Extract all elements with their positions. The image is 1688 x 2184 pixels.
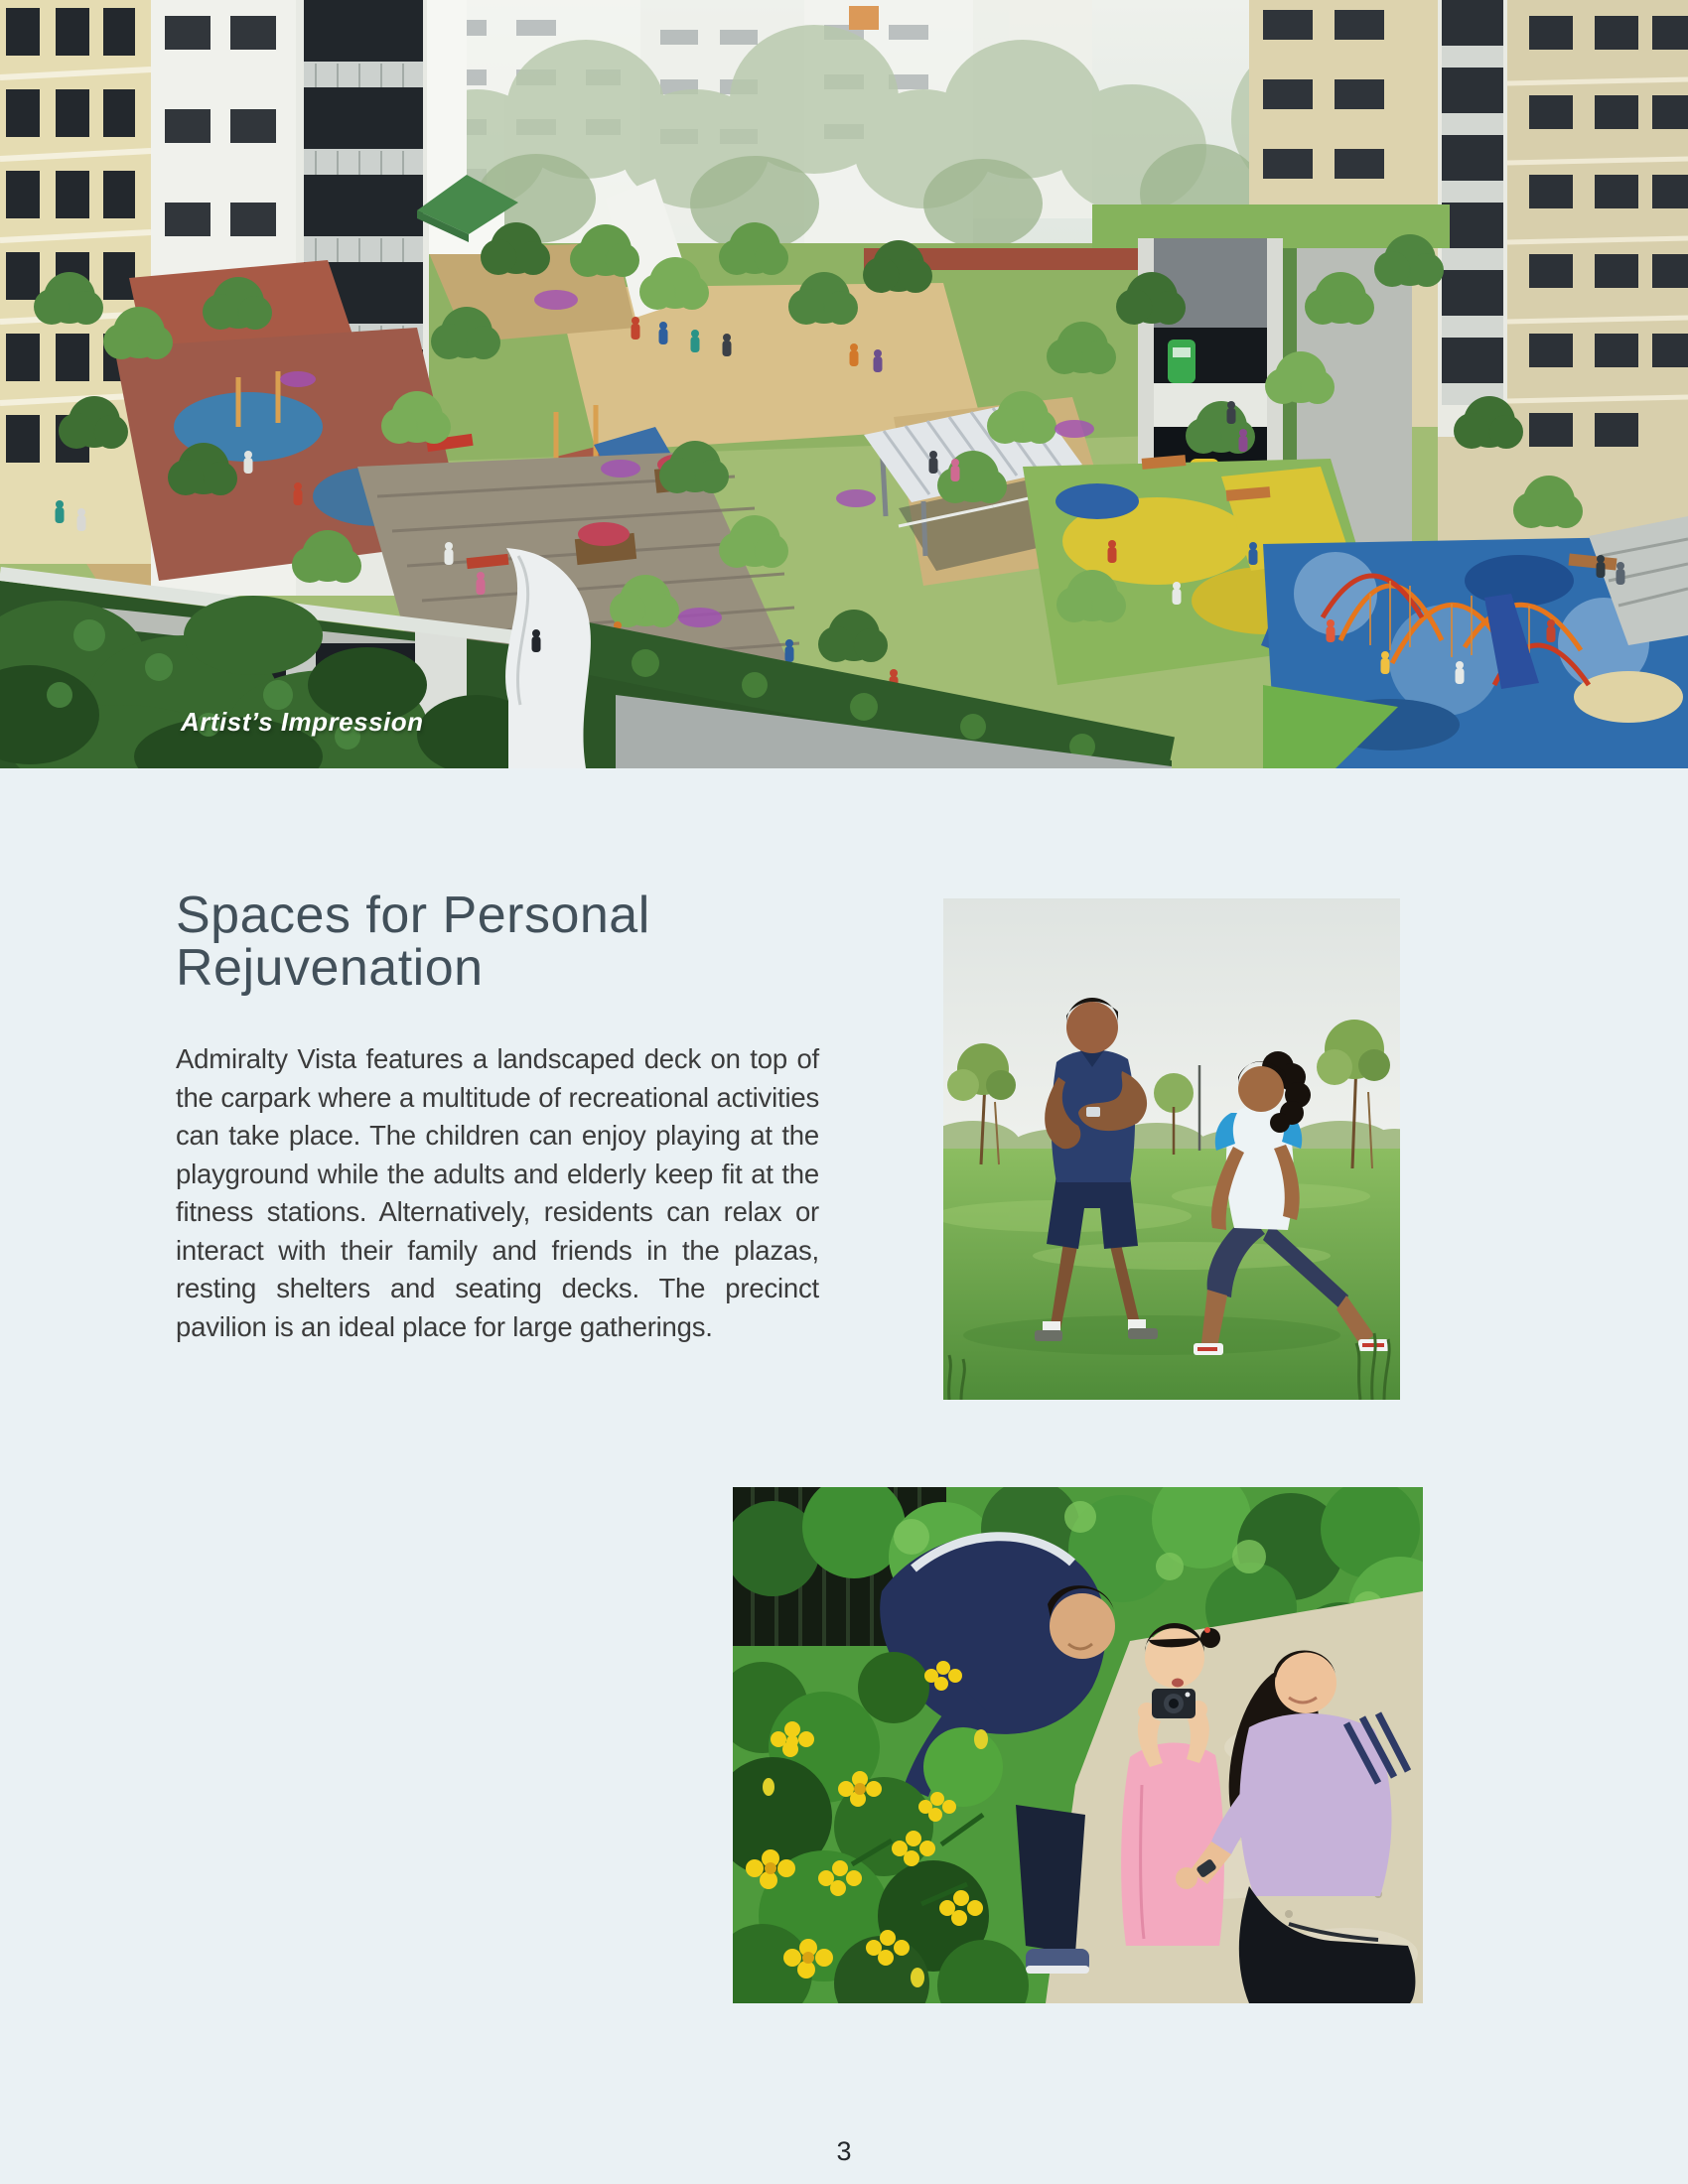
green-car [1168,340,1196,383]
page-title-line2: Rejuvenation [176,939,484,997]
photo-family-garden [733,1487,1423,2003]
page-title [176,889,650,995]
hero-artists-impression [0,0,1688,768]
exercise-photo-illustration [943,898,1400,1400]
page-number: 3 [836,2136,852,2166]
artists-impression-label: Artist’s Impression [181,707,424,737]
body-paragraph: Admiralty Vista features a landscaped deck on top of the carpark where a multitude of recreational activities can take place. The children can enjoy playing at the playground while the adults and elderly keep fit at the fitness stations. Alternatively, residents can relax or interact with their family and friends in the plazas, resting shelters and seating decks. The precinct pavilion is an ideal place for large gatherings. [176,1043,819,1342]
photo-exercise-lawn [943,898,1400,1400]
family-photo-illustration [733,1487,1423,2003]
hero-illustration [0,0,1688,768]
hero-water-play-area [1263,516,1688,768]
page-title-line1: Spaces for Personal [176,887,650,944]
